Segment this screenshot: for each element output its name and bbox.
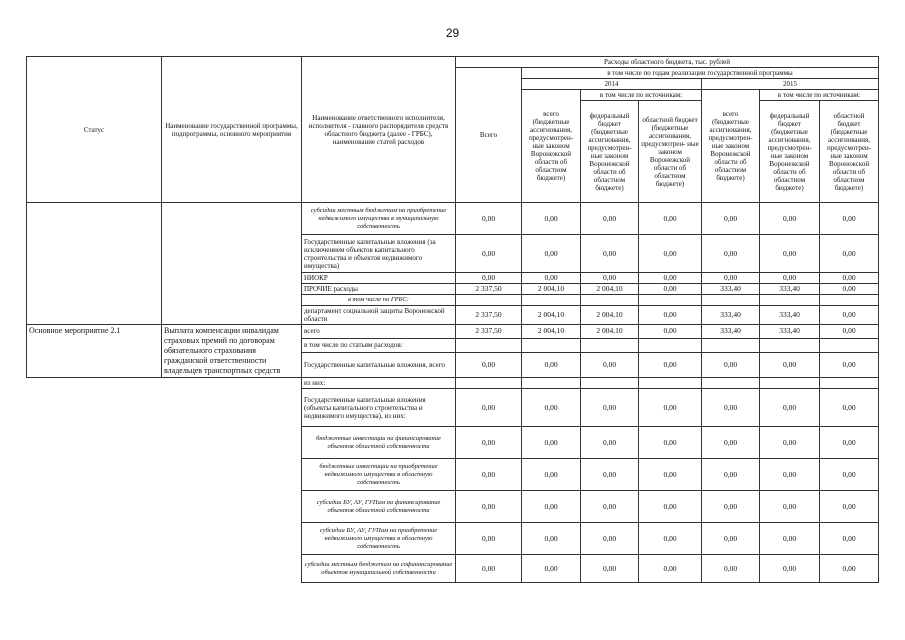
value-cell: 0,00 xyxy=(639,284,702,295)
value-cell xyxy=(702,338,760,352)
header-by-sources-2014: в том числе по источникам: xyxy=(581,90,702,101)
header-expenses-title: Расходы областного бюджета, тыс. рублей xyxy=(456,57,879,68)
row-label: департамент социальной защиты Воронежской области xyxy=(302,306,456,325)
value-cell: 0,00 xyxy=(760,459,820,491)
value-cell: 0,00 xyxy=(581,389,639,427)
value-cell xyxy=(581,378,639,389)
value-cell: 333,40 xyxy=(702,306,760,325)
value-cell: 0,00 xyxy=(456,491,522,523)
value-cell: 0,00 xyxy=(639,203,702,235)
value-cell: 0,00 xyxy=(702,427,760,459)
value-cell: 0,00 xyxy=(581,555,639,583)
value-cell: 0,00 xyxy=(820,459,879,491)
value-cell: 0,00 xyxy=(639,306,702,325)
value-cell xyxy=(581,295,639,306)
value-cell xyxy=(456,338,522,352)
value-cell xyxy=(702,378,760,389)
measure-name: Выплата компенсации инвалидам страховых премий по договорам обязательного страхования гражданской ответственности владельцев транспортных средств xyxy=(162,325,302,378)
value-cell: 0,00 xyxy=(522,459,581,491)
value-cell: 0,00 xyxy=(581,427,639,459)
value-cell: 0,00 xyxy=(760,523,820,555)
table-row xyxy=(27,325,879,339)
value-cell xyxy=(760,338,820,352)
value-cell: 0,00 xyxy=(639,523,702,555)
row-label: ПРОЧИЕ расходы xyxy=(302,284,456,295)
value-cell: 0,00 xyxy=(702,352,760,377)
row-label: субсидии местным бюджетам на приобретение недвижимого имущества в муниципальную собственность xyxy=(302,203,456,235)
value-cell: 0,00 xyxy=(639,491,702,523)
value-cell xyxy=(639,338,702,352)
value-cell: 0,00 xyxy=(760,555,820,583)
row-label: Государственные капитальные вложения (за исключением объектов капитального строительства и объектов недвижимого имущества) xyxy=(302,235,456,273)
header-federal-2015: федеральный бюджет (бюджетные ассигнования, предусмотрен- ные законом Воронежской области об областном бюджете) xyxy=(760,101,820,203)
value-cell xyxy=(522,295,581,306)
header-year-2015: 2015 xyxy=(702,79,879,90)
value-cell: 0,00 xyxy=(522,555,581,583)
value-cell: 0,00 xyxy=(639,427,702,459)
value-cell: 2 004,10 xyxy=(522,306,581,325)
value-cell: 0,00 xyxy=(456,235,522,273)
row-label: субсидии местным бюджетам на софинансирование объектов муниципальной собственности xyxy=(302,555,456,583)
value-cell: 0,00 xyxy=(820,235,879,273)
value-cell: 0,00 xyxy=(820,491,879,523)
value-cell: 0,00 xyxy=(639,235,702,273)
value-cell: 0,00 xyxy=(820,352,879,377)
value-cell: 0,00 xyxy=(581,273,639,284)
value-cell: 0,00 xyxy=(820,427,879,459)
header-total-2014: всего (бюджетные ассигнования, предусмотрен- ные законом Воронежской области об областном бюджете) xyxy=(522,90,581,203)
header-total: Всего xyxy=(456,68,522,203)
status-cell-empty xyxy=(27,203,162,325)
value-cell xyxy=(456,295,522,306)
header-by-years: в том числе по годам реализации государственной программы xyxy=(522,68,879,79)
value-cell xyxy=(639,378,702,389)
value-cell: 0,00 xyxy=(702,555,760,583)
value-cell: 0,00 xyxy=(702,389,760,427)
row-label: НИОКР xyxy=(302,273,456,284)
value-cell: 0,00 xyxy=(522,273,581,284)
value-cell xyxy=(820,378,879,389)
header-regional-2015: областной бюджет (бюджетные ассигнования, предусмотрен- ные законом Воронежской области об областном бюджете) xyxy=(820,101,879,203)
value-cell: 0,00 xyxy=(820,273,879,284)
header-by-sources-2015: в том числе по источникам: xyxy=(760,90,879,101)
value-cell: 0,00 xyxy=(820,523,879,555)
value-cell: 0,00 xyxy=(702,459,760,491)
value-cell: 0,00 xyxy=(760,427,820,459)
row-label: Государственные капитальные вложения, всего xyxy=(302,352,456,377)
value-cell: 0,00 xyxy=(702,235,760,273)
value-cell: 0,00 xyxy=(639,389,702,427)
value-cell: 333,40 xyxy=(760,306,820,325)
value-cell xyxy=(760,378,820,389)
header-executor: Наименование ответственного исполнителя, исполнителя - главного распорядителя средств областного бюджета (далее - ГРБС), наименование статей расходов xyxy=(302,57,456,203)
value-cell xyxy=(639,295,702,306)
value-cell: 0,00 xyxy=(639,459,702,491)
page-number: 29 xyxy=(445,26,460,40)
value-cell xyxy=(702,295,760,306)
value-cell: 0,00 xyxy=(760,203,820,235)
value-cell: 2 337,50 xyxy=(456,325,522,339)
value-cell: 0,00 xyxy=(522,203,581,235)
value-cell: 0,00 xyxy=(522,352,581,377)
value-cell xyxy=(820,338,879,352)
value-cell: 0,00 xyxy=(702,491,760,523)
value-cell: 0,00 xyxy=(456,459,522,491)
header-year-2014: 2014 xyxy=(522,79,702,90)
budget-table xyxy=(26,56,879,583)
value-cell xyxy=(522,378,581,389)
value-cell: 333,40 xyxy=(760,325,820,339)
header-federal-2014: федеральный бюджет (бюджетные ассигнования, предусмотрен- ные законом Воронежской области об областном бюджете) xyxy=(581,101,639,203)
row-label: Государственные капитальные вложения (объекты капитального строительства и недвижимого имущества), из них: xyxy=(302,389,456,427)
blank-area xyxy=(27,378,302,583)
value-cell xyxy=(581,338,639,352)
value-cell: 0,00 xyxy=(639,352,702,377)
value-cell: 0,00 xyxy=(456,523,522,555)
row-label: бюджетные инвестиции на финансирование объектов областной собственности xyxy=(302,427,456,459)
header-status: Статус xyxy=(27,57,162,203)
value-cell: 0,00 xyxy=(581,203,639,235)
table-row xyxy=(27,203,879,235)
row-label: субсидии БУ, АУ, ГУПам на финансирование объектов областной собственности xyxy=(302,491,456,523)
value-cell: 0,00 xyxy=(639,273,702,284)
value-cell xyxy=(820,295,879,306)
value-cell: 0,00 xyxy=(456,352,522,377)
value-cell: 0,00 xyxy=(760,491,820,523)
value-cell: 0,00 xyxy=(820,306,879,325)
value-cell: 2 004,10 xyxy=(581,325,639,339)
value-cell: 0,00 xyxy=(456,203,522,235)
value-cell xyxy=(760,295,820,306)
value-cell: 0,00 xyxy=(702,523,760,555)
value-cell: 0,00 xyxy=(581,235,639,273)
value-cell: 0,00 xyxy=(760,235,820,273)
row-label: всего xyxy=(302,325,456,339)
value-cell: 0,00 xyxy=(522,235,581,273)
value-cell: 0,00 xyxy=(639,555,702,583)
value-cell: 333,40 xyxy=(702,325,760,339)
value-cell: 0,00 xyxy=(456,427,522,459)
value-cell: 0,00 xyxy=(760,389,820,427)
value-cell: 0,00 xyxy=(456,273,522,284)
measure-status: Основное мероприятие 2.1 xyxy=(27,325,162,378)
value-cell: 0,00 xyxy=(581,491,639,523)
header-total-2015: всего (бюджетные ассигнования, предусмотрен- ные законом Воронежской области об областном бюджете) xyxy=(702,90,760,203)
value-cell: 333,40 xyxy=(702,284,760,295)
header-regional-2014: областной бюджет (бюджетные ассигнования, предусмотрен- ные законом Воронежской области об областном бюджете) xyxy=(639,101,702,203)
row-label: бюджетные инвестиции на приобретение недвижимого имущества в областную собственность xyxy=(302,459,456,491)
value-cell: 0,00 xyxy=(760,352,820,377)
value-cell: 0,00 xyxy=(760,273,820,284)
value-cell: 2 004,10 xyxy=(581,284,639,295)
header-program-name: Наименование государственной программы, подпрограммы, основного мероприятия xyxy=(162,57,302,203)
value-cell: 0,00 xyxy=(456,555,522,583)
row-label: субсидии БУ, АУ, ГУПам на приобретение недвижимого имущества в областную собственность xyxy=(302,523,456,555)
value-cell: 0,00 xyxy=(702,203,760,235)
row-label: в том числе по статьям расходов: xyxy=(302,338,456,352)
value-cell: 0,00 xyxy=(820,325,879,339)
value-cell: 0,00 xyxy=(456,389,522,427)
value-cell: 0,00 xyxy=(639,325,702,339)
row-label: в том числе по ГРБС: xyxy=(302,295,456,306)
value-cell: 2 004,10 xyxy=(522,284,581,295)
value-cell: 0,00 xyxy=(522,389,581,427)
value-cell: 0,00 xyxy=(522,427,581,459)
value-cell: 2 337,50 xyxy=(456,284,522,295)
name-cell-empty xyxy=(162,203,302,325)
table-row xyxy=(27,378,879,389)
value-cell: 0,00 xyxy=(702,273,760,284)
value-cell xyxy=(522,338,581,352)
value-cell: 0,00 xyxy=(820,389,879,427)
value-cell: 2 004,10 xyxy=(581,306,639,325)
value-cell: 0,00 xyxy=(581,459,639,491)
value-cell: 0,00 xyxy=(581,523,639,555)
value-cell: 0,00 xyxy=(522,523,581,555)
row-label: из них: xyxy=(302,378,456,389)
value-cell: 0,00 xyxy=(820,203,879,235)
value-cell: 2 004,10 xyxy=(522,325,581,339)
value-cell: 2 337,50 xyxy=(456,306,522,325)
value-cell: 0,00 xyxy=(820,555,879,583)
value-cell: 0,00 xyxy=(522,491,581,523)
value-cell: 0,00 xyxy=(581,352,639,377)
value-cell: 0,00 xyxy=(820,284,879,295)
value-cell xyxy=(456,378,522,389)
value-cell: 333,40 xyxy=(760,284,820,295)
